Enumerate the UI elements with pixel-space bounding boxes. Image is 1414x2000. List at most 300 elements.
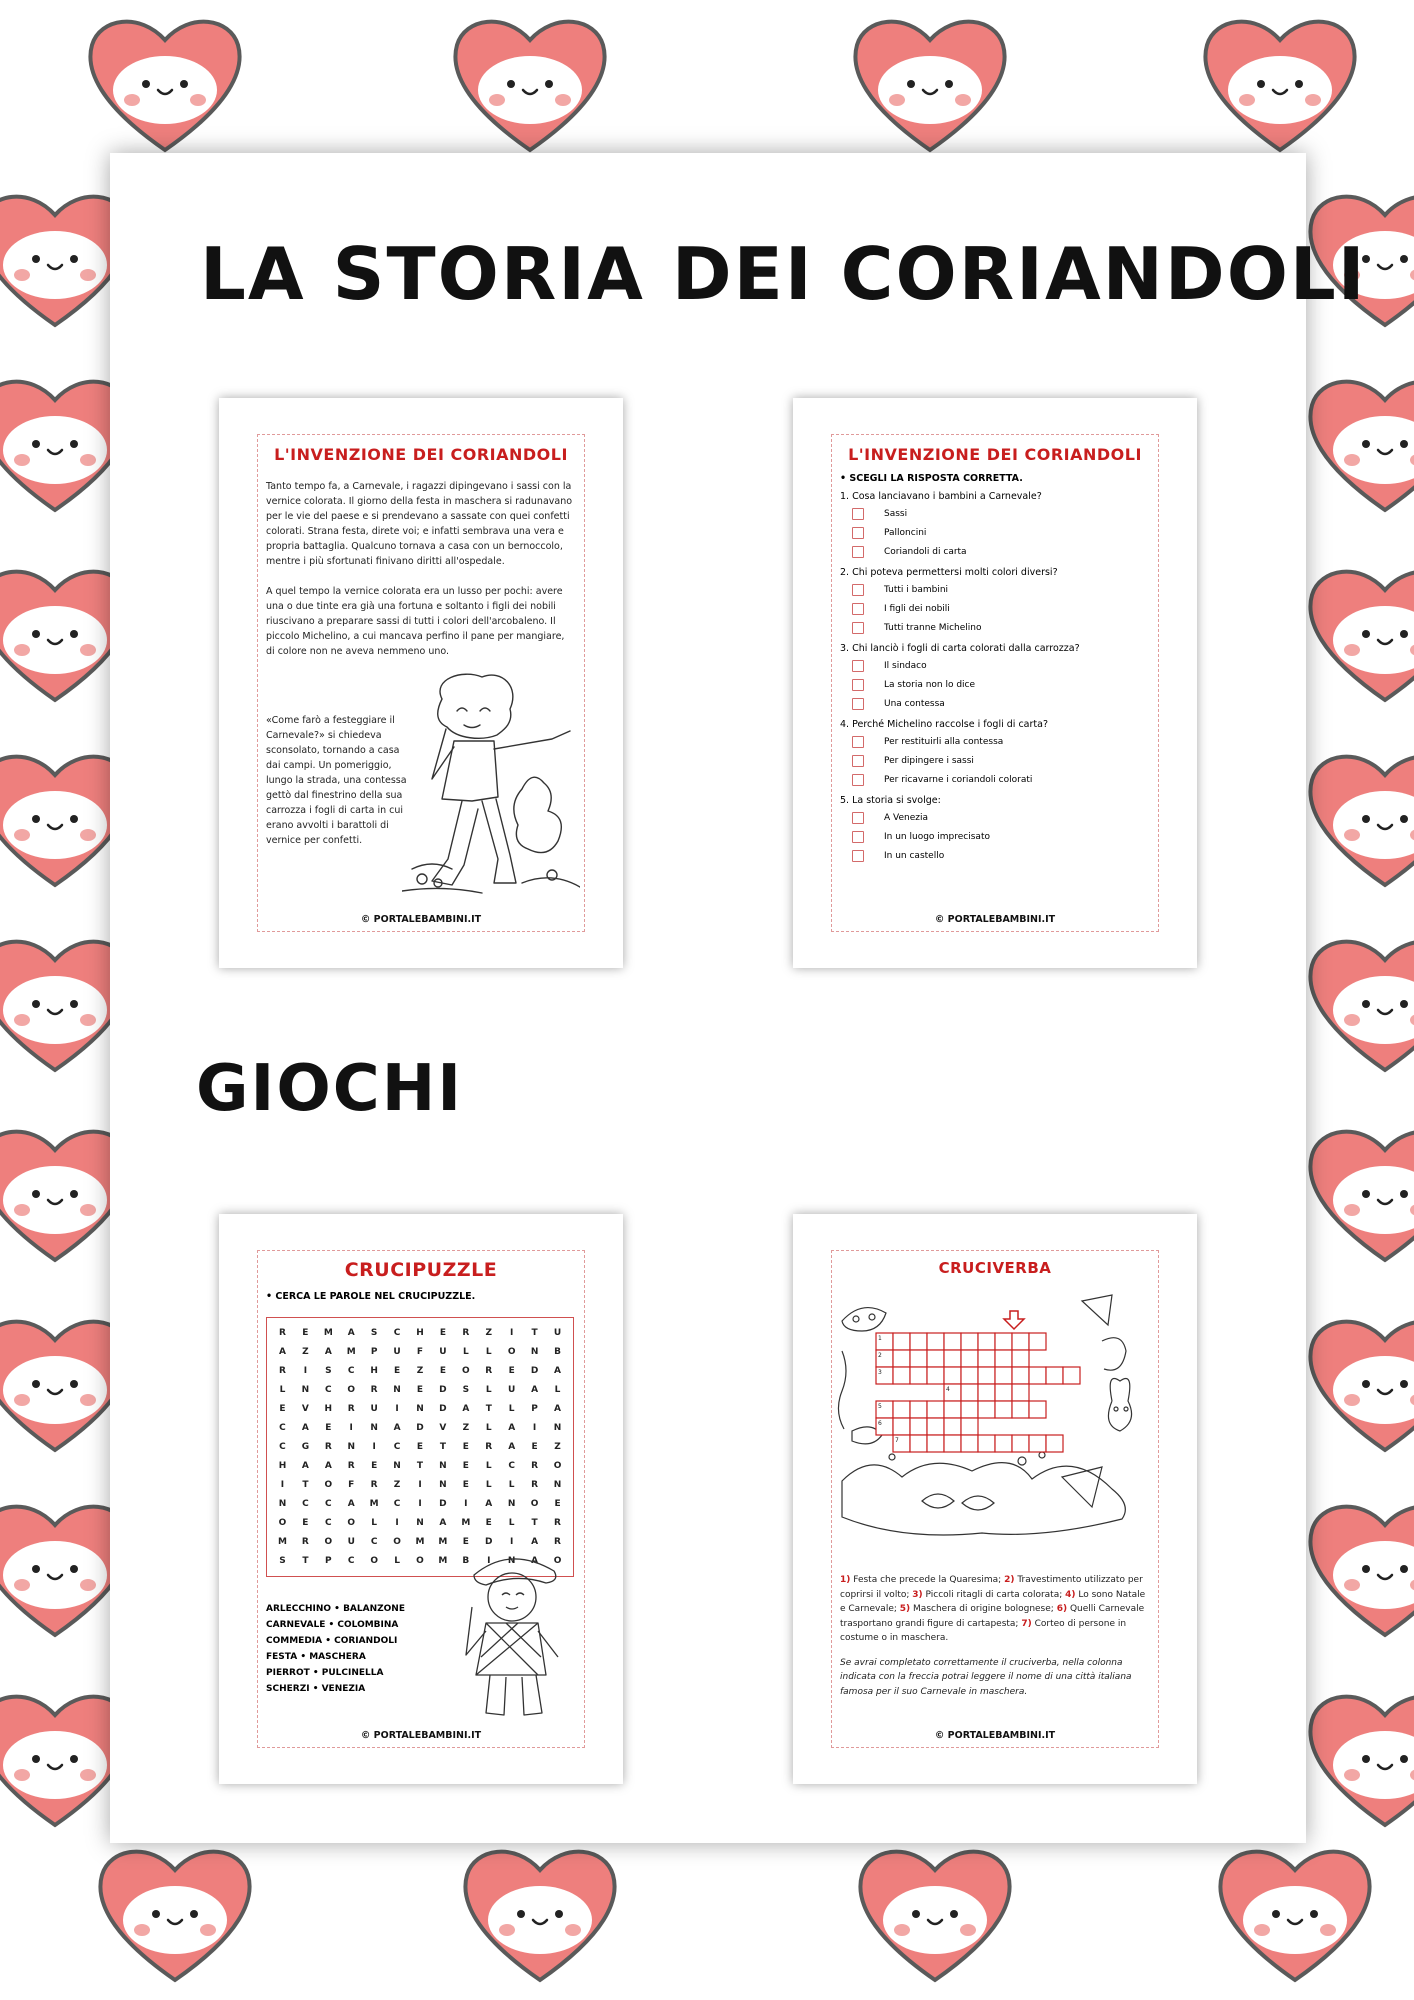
- wordsearch-letter[interactable]: M: [438, 1537, 448, 1547]
- answer-label: Per restituirli alla contessa: [884, 736, 1004, 747]
- wordsearch-letter[interactable]: E: [531, 1442, 538, 1452]
- wordsearch-letter[interactable]: L: [485, 1385, 492, 1395]
- crossword-cell[interactable]: [978, 1435, 995, 1452]
- crossword-cell[interactable]: [893, 1418, 910, 1435]
- wordsearch-letter[interactable]: V: [439, 1423, 447, 1433]
- answer-option: [840, 827, 1152, 846]
- answer-checkbox[interactable]: [852, 660, 864, 672]
- word-list-line: SCHERZI • VENEZIA: [266, 1684, 366, 1694]
- crossword-cell[interactable]: [1012, 1350, 1029, 1367]
- wordsearch-letter[interactable]: C: [325, 1385, 332, 1395]
- answer-checkbox[interactable]: [852, 546, 864, 558]
- wordsearch-letter[interactable]: L: [485, 1347, 492, 1357]
- crossword-cell[interactable]: [944, 1435, 961, 1452]
- clue-number: 4): [1065, 1589, 1076, 1600]
- wordsearch-letter[interactable]: U: [347, 1537, 355, 1547]
- crossword-cell[interactable]: [1029, 1333, 1046, 1350]
- crossword-cell[interactable]: [944, 1333, 961, 1350]
- wordsearch-letter[interactable]: O: [278, 1518, 287, 1528]
- answer-checkbox[interactable]: [852, 774, 864, 786]
- wordsearch-letter[interactable]: E: [302, 1328, 309, 1338]
- wordsearch-letter[interactable]: N: [553, 1423, 562, 1433]
- wordsearch-letter[interactable]: A: [554, 1404, 561, 1414]
- wordsearch-letter[interactable]: N: [416, 1518, 424, 1528]
- crossword-cell[interactable]: [995, 1401, 1012, 1418]
- wordsearch-letter[interactable]: L: [508, 1518, 515, 1528]
- wordsearch-letter[interactable]: L: [462, 1347, 469, 1357]
- heart-face-icon: [1300, 1495, 1414, 1645]
- wordsearch-letter[interactable]: E: [462, 1537, 469, 1547]
- wordsearch-letter[interactable]: R: [370, 1480, 378, 1490]
- wordsearch-letter[interactable]: F: [416, 1347, 424, 1357]
- wordsearch-letter[interactable]: L: [508, 1480, 515, 1490]
- crossword-cell[interactable]: [1046, 1367, 1063, 1384]
- story-worksheet-title: L'INVENZIONE DEI CORIANDOLI: [274, 445, 568, 464]
- wordsearch-letter[interactable]: S: [370, 1328, 378, 1338]
- wordsearch-letter[interactable]: M: [346, 1347, 356, 1357]
- crossword-cell[interactable]: [927, 1401, 944, 1418]
- wordsearch-letter[interactable]: T: [416, 1461, 424, 1471]
- answer-option: [840, 694, 1152, 713]
- crossword-cell[interactable]: [1046, 1435, 1063, 1452]
- wordsearch-letter[interactable]: R: [324, 1442, 332, 1452]
- wordsearch-letter[interactable]: I: [303, 1366, 308, 1376]
- crossword-cell[interactable]: [995, 1367, 1012, 1384]
- wordsearch-letter[interactable]: O: [553, 1461, 562, 1471]
- crossword-cell[interactable]: [910, 1418, 927, 1435]
- answer-checkbox[interactable]: [852, 622, 864, 634]
- wordsearch-letter[interactable]: L: [485, 1423, 492, 1433]
- page-title: LA STORIA DEI CORIANDOLI: [200, 232, 1367, 316]
- answer-label: I figli dei nobili: [884, 603, 950, 614]
- answer-checkbox[interactable]: [852, 603, 864, 615]
- wordsearch-letter[interactable]: F: [348, 1480, 355, 1490]
- wordsearch-letter[interactable]: D: [439, 1499, 447, 1509]
- wordsearch-letter[interactable]: E: [439, 1328, 446, 1338]
- crossword-cell[interactable]: [1029, 1367, 1046, 1384]
- crossword-cell[interactable]: [944, 1418, 961, 1435]
- answer-checkbox[interactable]: [852, 736, 864, 748]
- wordsearch-letter[interactable]: N: [278, 1499, 287, 1509]
- crossword-cell[interactable]: [893, 1333, 910, 1350]
- crossword-cell[interactable]: [1029, 1435, 1046, 1452]
- wordsearch-letter[interactable]: A: [531, 1556, 539, 1566]
- wordsearch-letter[interactable]: S: [279, 1556, 286, 1566]
- crossword-clue-number: 5: [878, 1403, 882, 1410]
- wordsearch-letter[interactable]: U: [370, 1404, 378, 1414]
- wordsearch-letter[interactable]: A: [485, 1499, 493, 1509]
- word-list-line: FESTA • MASCHERA: [266, 1652, 366, 1662]
- crossword-cell[interactable]: [944, 1367, 961, 1384]
- crossword-cell[interactable]: [910, 1401, 927, 1418]
- wordsearch-letter[interactable]: E: [325, 1423, 332, 1433]
- crossword-footer: © PORTALEBAMBINI.IT: [934, 1730, 1056, 1741]
- wordsearch-letter[interactable]: N: [530, 1347, 539, 1357]
- wordsearch-letter[interactable]: Z: [416, 1366, 424, 1376]
- heart-face-icon: [1300, 370, 1414, 520]
- crossword-cell[interactable]: [961, 1333, 978, 1350]
- wordsearch-letter[interactable]: R: [347, 1461, 355, 1471]
- wordsearch-letter[interactable]: A: [554, 1366, 561, 1376]
- wordsearch-letter[interactable]: A: [439, 1518, 447, 1528]
- crossword-clue-number: 6: [878, 1420, 882, 1427]
- answer-checkbox[interactable]: [852, 508, 864, 520]
- wordsearch-letter[interactable]: E: [462, 1442, 469, 1452]
- crossword-cell[interactable]: [1012, 1367, 1029, 1384]
- wordsearch-letter[interactable]: Z: [485, 1328, 493, 1338]
- crossword-cell[interactable]: [961, 1418, 978, 1435]
- word-list-line: COMMEDIA • CORIANDOLI: [266, 1636, 398, 1646]
- crossword-worksheet[interactable]: [793, 1214, 1197, 1784]
- wordsearch-footer: © PORTALEBAMBINI.IT: [360, 1730, 482, 1741]
- wordsearch-letter[interactable]: R: [554, 1537, 561, 1547]
- wordsearch-letter[interactable]: N: [301, 1385, 310, 1395]
- wordsearch-letter[interactable]: T: [531, 1328, 538, 1338]
- wordsearch-letter[interactable]: O: [370, 1556, 378, 1566]
- wordsearch-letter[interactable]: T: [302, 1556, 309, 1566]
- wordsearch-letter[interactable]: E: [279, 1404, 286, 1414]
- wordsearch-letter[interactable]: A: [347, 1328, 355, 1338]
- clue-text: Maschera di origine bolognese;: [913, 1604, 1054, 1614]
- wordsearch-letter[interactable]: I: [487, 1556, 491, 1566]
- crossword-cell[interactable]: [961, 1384, 978, 1401]
- quiz-question-3: [840, 642, 1152, 713]
- wordsearch-letter[interactable]: O: [416, 1556, 424, 1566]
- wordsearch-letter[interactable]: C: [347, 1556, 355, 1566]
- crossword-cell[interactable]: [893, 1367, 910, 1384]
- wordsearch-letter[interactable]: E: [462, 1461, 469, 1471]
- wordsearch-letter[interactable]: A: [462, 1404, 470, 1414]
- wordsearch-letter[interactable]: E: [393, 1366, 401, 1376]
- crossword-cell[interactable]: [893, 1401, 910, 1418]
- wordsearch-letter[interactable]: A: [531, 1385, 539, 1395]
- wordsearch-letter[interactable]: N: [370, 1423, 378, 1433]
- clue-text: Travestimento utilizzato per coprirsi il volto;: [840, 1575, 1143, 1600]
- quiz-question-5: [840, 794, 1152, 865]
- crossword-cell[interactable]: [978, 1367, 995, 1384]
- crossword-cell[interactable]: [910, 1333, 927, 1350]
- wordsearch-letter[interactable]: U: [439, 1347, 447, 1357]
- wordsearch-letter[interactable]: O: [507, 1347, 516, 1357]
- crossword-cell[interactable]: [927, 1435, 944, 1452]
- wordsearch-letter[interactable]: E: [416, 1385, 424, 1395]
- wordsearch-letter[interactable]: E: [554, 1499, 561, 1509]
- wordsearch-letter[interactable]: L: [485, 1461, 492, 1471]
- answer-label: Tutti i bambini: [884, 584, 949, 595]
- wordsearch-letter[interactable]: E: [439, 1366, 446, 1376]
- wordsearch-letter[interactable]: I: [372, 1442, 376, 1452]
- crossword-cell[interactable]: [910, 1435, 927, 1452]
- wordsearch-letter[interactable]: I: [418, 1480, 422, 1490]
- answer-checkbox[interactable]: [852, 527, 864, 539]
- wordsearch-letter[interactable]: R: [462, 1328, 470, 1338]
- crossword-cell[interactable]: [995, 1333, 1012, 1350]
- wordsearch-letter[interactable]: P: [531, 1404, 538, 1414]
- wordsearch-letter[interactable]: U: [393, 1347, 401, 1357]
- wordsearch-letter[interactable]: H: [416, 1328, 424, 1338]
- wordsearch-letter[interactable]: I: [349, 1423, 353, 1433]
- wordsearch-letter[interactable]: T: [439, 1442, 446, 1452]
- wordsearch-letter[interactable]: M: [323, 1328, 333, 1338]
- answer-checkbox[interactable]: [852, 584, 864, 596]
- wordsearch-letter[interactable]: E: [485, 1518, 492, 1528]
- wordsearch-letter[interactable]: M: [461, 1518, 471, 1528]
- answer-checkbox[interactable]: [852, 850, 864, 862]
- crossword-cell[interactable]: [944, 1401, 961, 1418]
- crossword-cell[interactable]: [1029, 1401, 1046, 1418]
- crossword-cell[interactable]: [927, 1418, 944, 1435]
- wordsearch-letter[interactable]: U: [553, 1328, 562, 1338]
- wordsearch-letter[interactable]: U: [508, 1385, 516, 1395]
- crossword-cell[interactable]: [978, 1401, 995, 1418]
- crossword-cell[interactable]: [927, 1350, 944, 1367]
- wordsearch-letter[interactable]: P: [325, 1556, 332, 1566]
- wordsearch-letter[interactable]: C: [302, 1499, 309, 1509]
- crossword-cell[interactable]: [910, 1367, 927, 1384]
- heart-face-icon: [80, 10, 250, 160]
- wordsearch-letter[interactable]: I: [510, 1537, 514, 1547]
- wordsearch-letter[interactable]: C: [279, 1442, 286, 1452]
- wordsearch-letter[interactable]: N: [393, 1461, 401, 1471]
- wordsearch-letter[interactable]: R: [301, 1537, 309, 1547]
- wordsearch-letter[interactable]: A: [347, 1499, 355, 1509]
- wordsearch-letter[interactable]: I: [464, 1499, 468, 1509]
- wordsearch-letter[interactable]: E: [462, 1480, 469, 1490]
- wordsearch-letter[interactable]: A: [301, 1461, 309, 1471]
- wordsearch-letter[interactable]: A: [508, 1442, 516, 1452]
- word-list-line: CARNEVALE • COLOMBINA: [266, 1620, 399, 1630]
- crossword-cell[interactable]: [995, 1435, 1012, 1452]
- wordsearch-letter[interactable]: D: [416, 1423, 424, 1433]
- wordsearch-letter[interactable]: Z: [462, 1423, 470, 1433]
- crossword-cell[interactable]: [961, 1367, 978, 1384]
- heart-face-icon: [1210, 1840, 1380, 1990]
- question-text: 1. Cosa lanciavano i bambini a Carnevale?: [840, 491, 1042, 502]
- wordsearch-letter[interactable]: M: [369, 1499, 379, 1509]
- wordsearch-letter[interactable]: G: [301, 1442, 310, 1452]
- wordsearch-letter[interactable]: I: [418, 1499, 422, 1509]
- crossword-cell[interactable]: [961, 1435, 978, 1452]
- wordsearch-letter[interactable]: Z: [302, 1347, 309, 1357]
- wordsearch-letter[interactable]: C: [325, 1518, 332, 1528]
- question-text: 3. Chi lanciò i fogli di carta colorati dalla carrozza?: [840, 643, 1080, 654]
- wordsearch-letter[interactable]: L: [394, 1556, 400, 1566]
- wordsearch-letter[interactable]: N: [507, 1499, 516, 1509]
- wordsearch-letter[interactable]: L: [554, 1385, 561, 1395]
- wordsearch-letter[interactable]: N: [393, 1385, 401, 1395]
- wordsearch-letter[interactable]: I: [510, 1328, 514, 1338]
- wordsearch-letter[interactable]: C: [393, 1499, 401, 1509]
- wordsearch-letter[interactable]: E: [416, 1442, 424, 1452]
- wordsearch-letter[interactable]: L: [279, 1385, 286, 1395]
- wordsearch-letter[interactable]: C: [347, 1366, 355, 1376]
- wordsearch-letter[interactable]: R: [531, 1480, 539, 1490]
- wordsearch-letter[interactable]: C: [279, 1423, 286, 1433]
- crossword-cell[interactable]: [978, 1384, 995, 1401]
- heart-face-icon: [1300, 1685, 1414, 1835]
- crossword-cell[interactable]: [1012, 1401, 1029, 1418]
- crossword-cell[interactable]: [978, 1350, 995, 1367]
- wordsearch-letter[interactable]: D: [485, 1537, 493, 1547]
- answer-option: [840, 599, 1152, 618]
- crossword-cell[interactable]: [961, 1350, 978, 1367]
- heart-face-icon: [445, 10, 615, 160]
- wordsearch-letter[interactable]: L: [508, 1404, 515, 1414]
- crossword-cell[interactable]: [1012, 1435, 1029, 1452]
- story-text: [266, 479, 576, 674]
- answer-checkbox[interactable]: [852, 679, 864, 691]
- wordsearch-worksheet-border: [257, 1250, 585, 1748]
- wordsearch-letter[interactable]: A: [324, 1461, 332, 1471]
- wordsearch-letter[interactable]: P: [370, 1347, 378, 1357]
- wordsearch-letter[interactable]: O: [393, 1537, 401, 1547]
- quiz-worksheet-title: L'INVENZIONE DEI CORIANDOLI: [848, 445, 1142, 464]
- wordsearch-letter[interactable]: D: [439, 1385, 447, 1395]
- wordsearch-letter[interactable]: C: [393, 1442, 401, 1452]
- question-text: 4. Perché Michelino raccolse i fogli di carta?: [840, 719, 1048, 730]
- wordsearch-letter[interactable]: A: [508, 1423, 516, 1433]
- wordsearch-letter[interactable]: E: [371, 1461, 378, 1471]
- wordsearch-letter[interactable]: O: [553, 1556, 562, 1566]
- wordsearch-letter[interactable]: M: [438, 1556, 448, 1566]
- wordsearch-letter[interactable]: E: [302, 1518, 309, 1528]
- wordsearch-letter[interactable]: L: [485, 1480, 492, 1490]
- wordsearch-letter[interactable]: S: [325, 1366, 332, 1376]
- wordsearch-letter[interactable]: A: [531, 1537, 539, 1547]
- crossword-clue-number: 7: [895, 1437, 899, 1444]
- wordsearch-letter[interactable]: L: [371, 1518, 378, 1528]
- wordsearch-letter[interactable]: A: [324, 1347, 332, 1357]
- wordsearch-letter[interactable]: C: [508, 1461, 515, 1471]
- wordsearch-letter[interactable]: D: [530, 1366, 539, 1376]
- crossword-cell[interactable]: [944, 1350, 961, 1367]
- wordsearch-letter[interactable]: Z: [393, 1480, 401, 1490]
- wordsearch-letter[interactable]: C: [325, 1499, 332, 1509]
- wordsearch-letter[interactable]: I: [532, 1423, 537, 1433]
- wordsearch-letter[interactable]: R: [278, 1328, 286, 1338]
- wordsearch-letter[interactable]: B: [462, 1556, 470, 1566]
- quiz-instruction: • SCEGLI LA RISPOSTA CORRETTA.: [840, 473, 1023, 484]
- answer-checkbox[interactable]: [852, 831, 864, 843]
- wordsearch-letter[interactable]: R: [370, 1385, 378, 1395]
- wordsearch-letter[interactable]: H: [278, 1461, 287, 1471]
- wordsearch-letter[interactable]: N: [553, 1480, 562, 1490]
- answer-label: Coriandoli di carta: [884, 546, 967, 557]
- wordsearch-letter[interactable]: I: [280, 1480, 285, 1490]
- wordsearch-letter[interactable]: A: [301, 1423, 309, 1433]
- wordsearch-letter[interactable]: R: [485, 1442, 493, 1452]
- crossword-cell[interactable]: [893, 1350, 910, 1367]
- clue-number: 2): [1004, 1575, 1015, 1585]
- wordsearch-letter[interactable]: C: [370, 1537, 378, 1547]
- quiz-worksheet-border: [831, 434, 1159, 932]
- wordsearch-letter[interactable]: N: [507, 1556, 516, 1566]
- crossword-cell[interactable]: [927, 1367, 944, 1384]
- answer-checkbox[interactable]: [852, 812, 864, 824]
- wordsearch-letter[interactable]: I: [395, 1404, 399, 1414]
- crossword-title: CRUCIVERBA: [938, 1259, 1052, 1277]
- clue-list: [840, 1573, 1150, 1646]
- crossword-cell[interactable]: [1012, 1333, 1029, 1350]
- wordsearch-letter[interactable]: O: [347, 1518, 356, 1528]
- crossword-cell[interactable]: [995, 1350, 1012, 1367]
- wordsearch-letter[interactable]: O: [347, 1385, 356, 1395]
- crossword-cell[interactable]: [927, 1333, 944, 1350]
- clue-number: 6): [1056, 1604, 1068, 1614]
- wordsearch-grid[interactable]: [266, 1317, 574, 1577]
- word-list-line: PIERROT • PULCINELLA: [266, 1668, 384, 1678]
- story-worksheet-border: [257, 434, 585, 932]
- wordsearch-letter[interactable]: A: [393, 1423, 401, 1433]
- wordsearch-letter[interactable]: M: [415, 1537, 425, 1547]
- wordsearch-letter[interactable]: C: [393, 1328, 401, 1338]
- quiz-question-4: [840, 718, 1152, 789]
- wordsearch-letter[interactable]: R: [347, 1404, 355, 1414]
- wordsearch-letter[interactable]: O: [462, 1366, 470, 1376]
- crossword-cell[interactable]: [995, 1384, 1012, 1401]
- quiz-question-1: [840, 490, 1152, 561]
- crossword-cell[interactable]: [1012, 1384, 1029, 1401]
- wordsearch-letter[interactable]: R: [485, 1366, 493, 1376]
- wordsearch-letter[interactable]: A: [278, 1347, 286, 1357]
- wordsearch-letter[interactable]: R: [531, 1461, 539, 1471]
- answer-checkbox[interactable]: [852, 698, 864, 710]
- wordsearch-letter[interactable]: N: [416, 1404, 424, 1414]
- wordsearch-letter[interactable]: S: [462, 1385, 470, 1395]
- wordsearch-letter[interactable]: T: [531, 1518, 538, 1528]
- wordsearch-worksheet[interactable]: [219, 1214, 623, 1784]
- crossword-clues: [840, 1573, 1150, 1699]
- story-worksheet[interactable]: [219, 398, 623, 968]
- quiz-worksheet[interactable]: [793, 398, 1197, 968]
- wordsearch-letter[interactable]: I: [395, 1518, 399, 1528]
- clue-text: Lo sono Natale e Carnevale;: [840, 1589, 1146, 1614]
- answer-label: Sassi: [884, 508, 908, 519]
- answer-option: [840, 732, 1152, 751]
- answer-checkbox[interactable]: [852, 755, 864, 767]
- question-text: 2. Chi poteva permettersi molti colori diversi?: [840, 567, 1058, 578]
- wordsearch-letter[interactable]: M: [277, 1537, 287, 1547]
- crossword-cell[interactable]: [910, 1350, 927, 1367]
- wordsearch-letter[interactable]: H: [370, 1366, 378, 1376]
- crossword-cell[interactable]: [961, 1401, 978, 1418]
- answer-label: In un luogo imprecisato: [884, 831, 990, 842]
- harlequin-illustration: [446, 1545, 576, 1725]
- wordsearch-letter[interactable]: H: [324, 1404, 333, 1414]
- wordsearch-letter[interactable]: N: [439, 1461, 447, 1471]
- answer-label: Il sindaco: [884, 660, 927, 671]
- wordsearch-letter[interactable]: R: [554, 1518, 561, 1528]
- boy-illustration: [402, 669, 580, 909]
- wordsearch-letter[interactable]: D: [439, 1404, 447, 1414]
- wordsearch-letter[interactable]: N: [439, 1480, 447, 1490]
- wordsearch-letter[interactable]: N: [347, 1442, 355, 1452]
- wordsearch-letter[interactable]: R: [278, 1366, 286, 1376]
- wordsearch-letter[interactable]: T: [302, 1480, 309, 1490]
- wordsearch-letter[interactable]: V: [301, 1404, 309, 1414]
- wordsearch-letter[interactable]: O: [530, 1499, 539, 1509]
- clue-text: Corteo di persone in costume o in maschera.: [840, 1618, 1127, 1643]
- crossword-cell[interactable]: [978, 1333, 995, 1350]
- wordsearch-letter[interactable]: E: [508, 1366, 515, 1376]
- answer-option: [840, 580, 1152, 599]
- wordsearch-letter[interactable]: T: [485, 1404, 492, 1414]
- crossword-cell[interactable]: [1063, 1367, 1080, 1384]
- wordsearch-letter[interactable]: Z: [554, 1442, 561, 1452]
- wordsearch-letter[interactable]: O: [324, 1480, 333, 1490]
- wordsearch-letter[interactable]: O: [324, 1537, 333, 1547]
- wordsearch-letter[interactable]: B: [554, 1347, 561, 1357]
